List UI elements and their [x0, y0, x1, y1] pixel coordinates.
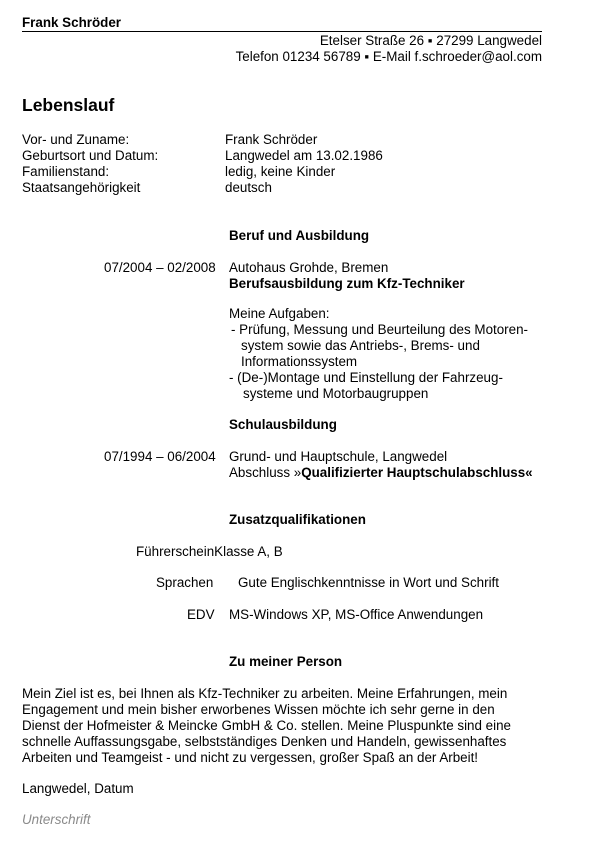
address-line: Etelser Straße 26 ▪ 27299 Langwedel — [319, 33, 542, 48]
edv-value: MS-Windows XP, MS-Office Anwendungen — [229, 607, 484, 622]
abschluss-title: Qualifizierter Hauptschulabschluss« — [301, 465, 533, 480]
paragraph-line: Arbeiten und Teamgeist - und nicht zu vergessen, großer Spaß an der Arbeit! — [22, 750, 479, 765]
task-line: - (De-)Montage und Einstellung der Fahrzeug- — [229, 370, 503, 385]
sprachen-value: Gute Englischkenntnisse in Wort und Schrift — [238, 575, 499, 590]
paragraph-line: Dienst der Hofmeister & Meincke GmbH & Co. stellen. Meine Pluspunkte sind eine — [22, 718, 511, 733]
signature-placeholder: Unterschrift — [22, 812, 91, 827]
fuehrerschein-value: Klasse A, B — [214, 544, 283, 559]
section-heading-beruf: Beruf und Ausbildung — [229, 228, 370, 243]
applicant-name: Frank Schröder — [22, 15, 121, 30]
contact-line: Telefon 01234 56789 ▪ E-Mail f.schroeder@aol.com — [235, 49, 542, 64]
paragraph-line: Mein Ziel ist es, bei Ihnen als Kfz-Techniker zu arbeiten. Meine Erfahrungen, mein — [22, 686, 508, 701]
tasks-label: Meine Aufgaben: — [229, 306, 330, 321]
personal-value: Langwedel am 13.02.1986 — [225, 148, 383, 163]
beruf-period: 07/2004 – 02/2008 — [104, 260, 216, 275]
personal-value: ledig, keine Kinder — [225, 164, 336, 179]
page-title: Lebenslauf — [22, 95, 115, 115]
schule-name: Grund- und Hauptschule, Langwedel — [229, 449, 448, 464]
section-heading-zusatz: Zusatzqualifikationen — [229, 512, 366, 527]
paragraph-line: schnelle Auffassungsgabe, selbstständiges Denken und Handeln, gewissenhaftes — [22, 734, 507, 749]
fuehrerschein-row — [136, 544, 283, 560]
section-heading-schule: Schulausbildung — [229, 417, 337, 432]
section-heading-person: Zu meiner Person — [229, 654, 343, 669]
sprachen-label: Sprachen — [156, 575, 214, 590]
personal-value: deutsch — [225, 180, 272, 195]
personal-label: Familienstand: — [22, 164, 110, 179]
schule-abschluss — [229, 465, 533, 481]
beruf-company: Autohaus Grohde, Bremen — [229, 260, 389, 275]
task-line: systeme und Motorbaugruppen — [243, 386, 429, 401]
personal-label: Geburtsort und Datum: — [22, 148, 159, 163]
abschluss-prefix: Abschluss » — [229, 465, 302, 480]
personal-label: Vor- und Zuname: — [22, 132, 130, 147]
paragraph-line: Engagement und mein bisher erworbenes Wissen möchte ich sehr gerne in den — [22, 702, 495, 717]
schule-period: 07/1994 – 06/2004 — [104, 449, 216, 464]
place-date: Langwedel, Datum — [22, 781, 134, 796]
personal-value: Frank Schröder — [225, 132, 318, 147]
fuehrerschein-label: Führerschein — [136, 544, 215, 559]
edv-label: EDV — [187, 607, 215, 622]
task-line: - Prüfung, Messung und Beurteilung des Motoren- — [231, 322, 528, 337]
header-divider — [22, 31, 542, 32]
task-line: Informationssystem — [241, 354, 358, 369]
beruf-position: Berufsausbildung zum Kfz-Techniker — [229, 276, 465, 291]
personal-label: Staatsangehörigkeit — [22, 180, 141, 195]
task-line: system sowie das Antriebs-, Brems- und — [241, 338, 480, 353]
